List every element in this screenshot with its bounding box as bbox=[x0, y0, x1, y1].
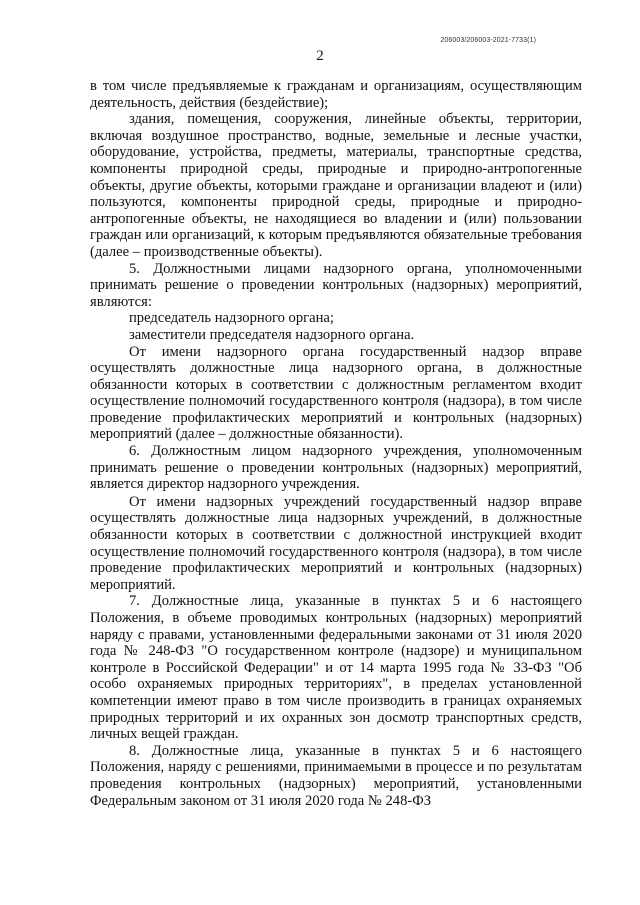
document-body bbox=[90, 78, 582, 809]
list-item: заместители председателя надзорного органа. bbox=[129, 326, 415, 343]
paragraph: 8. Должностные лица, указанные в пунктах 5 и 6 настоящего Положения, наряду с решениями, принимаемыми в процессе и по результатам проведения контрольных (надзорных) мероприятий, установленными Федеральным законом от 31 июля 2020 года № 248-ФЗ bbox=[90, 742, 582, 809]
paragraph: в том числе предъявляемые к гражданам и организациям, осуществляющим деятельность, действия (бездействие); bbox=[90, 78, 582, 111]
paragraph: От имени надзорного органа государственный надзор вправе осуществлять должностные лица надзорного органа, в должностные обязанности которых в соответствии с должностным регламентом входит осуществление полномочий государственного контроля (надзора), в том числе проведение профилактических мероприятий и контрольных (надзорных) мероприятий (далее – должностные обязанности). bbox=[90, 343, 582, 443]
paragraph: 6. Должностным лицом надзорного учреждения, уполномоченным принимать решение о проведении контрольных (надзорных) мероприятий, является директор надзорного учреждения. bbox=[90, 443, 582, 493]
page-number: 2 bbox=[316, 48, 324, 64]
list-item: председатель надзорного органа; bbox=[129, 310, 334, 327]
paragraph: 5. Должностными лицами надзорного органа, уполномоченными принимать решение о проведении контрольных (надзорных) мероприятий, являются: bbox=[90, 260, 582, 310]
paragraph: здания, помещения, сооружения, линейные объекты, территории, включая воздушное пространство, водные, земельные и лесные участки, оборудование, устройства, предметы, материалы, транспортные средства, компоненты природной среды, природные и природно-антропогенные объекты, другие объекты, которыми граждане и организации владеют и (или) пользуются, компоненты природной среды, природные и природно-антропогенные объекты, не находящиеся во владении и (или) пользовании граждан или организаций, к которым предъявляются обязательные требования (далее – производственные объекты). bbox=[90, 111, 582, 260]
paragraph: 7. Должностные лица, указанные в пунктах 5 и 6 настоящего Положения, в объеме проводимых контрольных (надзорных) мероприятий наряду с правами, установленными федеральными законами от 31 июля 2020 года № 248-ФЗ "О государственном контроле (надзоре) и муниципальном контроле в Российской Федерации" и от 14 марта 1995 года № 33-ФЗ "Об особо охраняемых природных территориях", в пределах установленной компетенции имеют право в том числе производить в границах охраняемых природных территорий и их охранных зон досмотр транспортных средств, личных вещей граждан. bbox=[90, 593, 582, 743]
document-id: 206003/206003-2021-7733(1) bbox=[440, 37, 536, 44]
paragraph: От имени надзорных учреждений государственный надзор вправе осуществлять должностные лица надзорных учреждений, в должностные обязанности которых в соответствии с должностной инструкцией входит осуществление полномочий государственного контроля (надзора), в том числе проведение профилактических мероприятий и контрольных (надзорных) мероприятий. bbox=[90, 493, 582, 593]
